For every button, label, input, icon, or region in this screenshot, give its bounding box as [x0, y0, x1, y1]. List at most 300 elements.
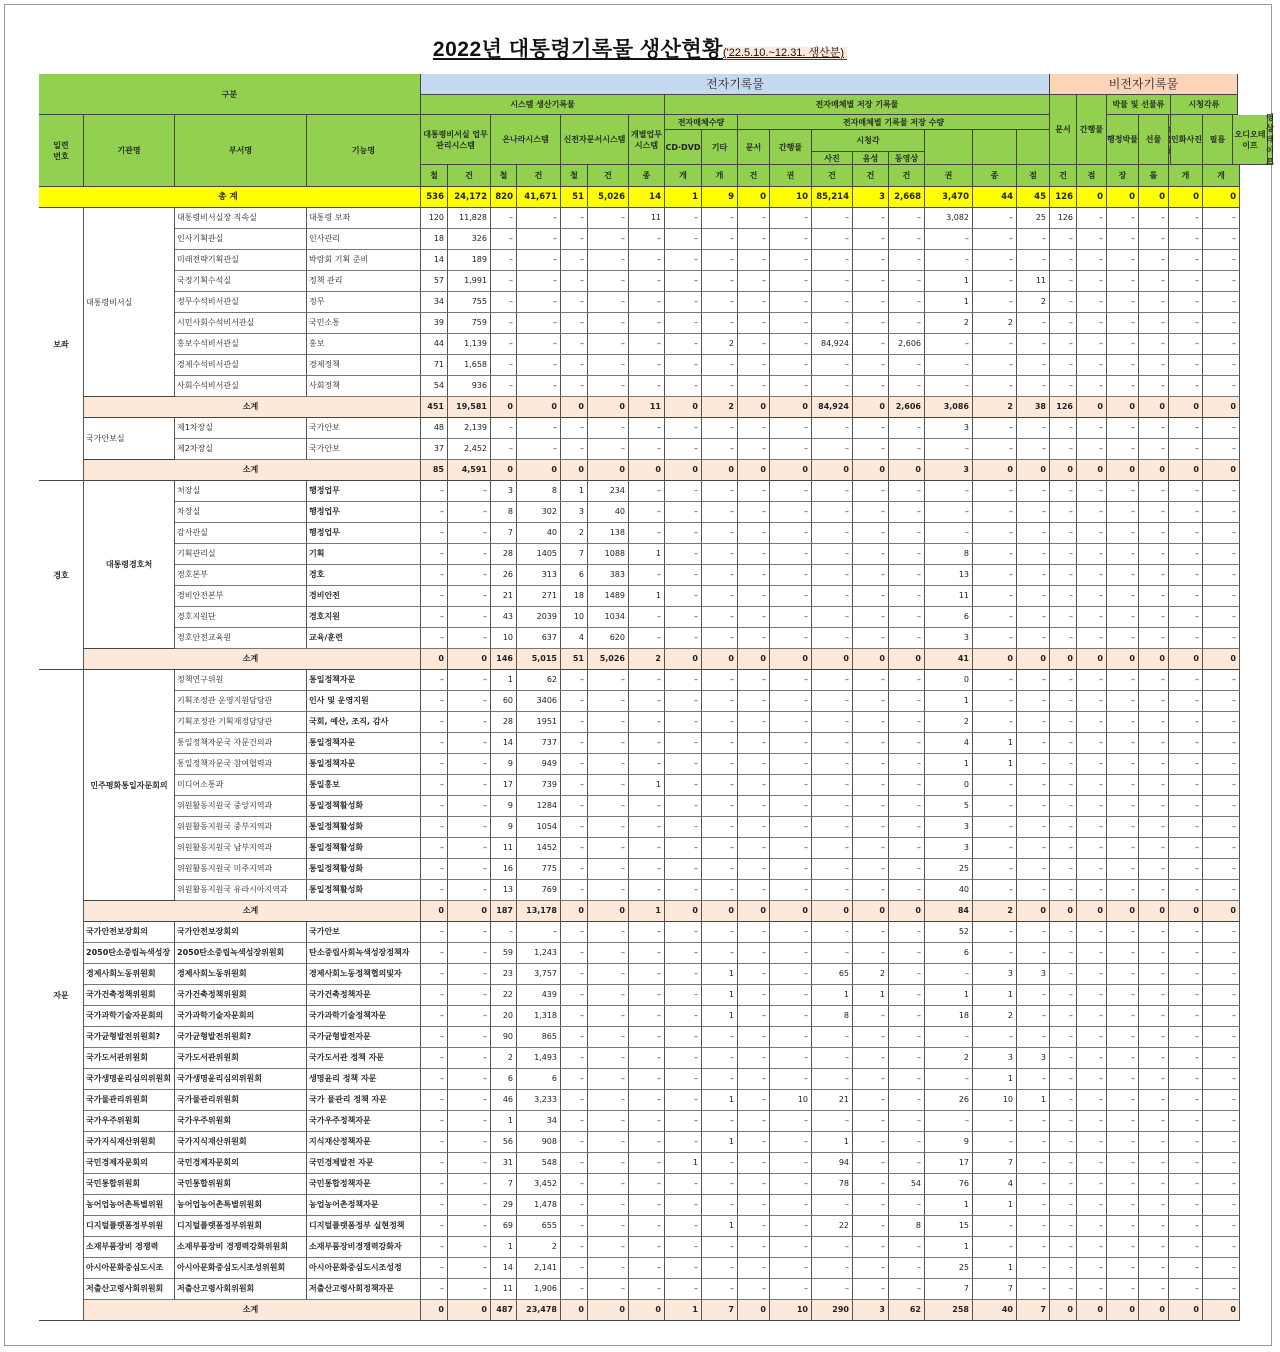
data-row-value: – [812, 1027, 853, 1048]
subtotal-row-value: 11 [629, 397, 665, 418]
header-col-nonelec-doc: 문서 [1050, 95, 1077, 165]
data-row-value: – [1203, 775, 1240, 796]
subtotal-row-value: 0 [1203, 397, 1240, 418]
data-row-value: 3,757 [517, 964, 561, 985]
data-row-value: – [853, 1237, 889, 1258]
data-row-value: – [421, 733, 448, 754]
data-row-value: – [770, 1048, 812, 1069]
function-cell: 디지털플랫폼정부 실현정책 [307, 1216, 421, 1237]
data-row-value: – [770, 1174, 812, 1195]
subtotal-row-value: 0 [561, 901, 588, 922]
data-row-value: – [1107, 985, 1139, 1006]
data-row-value: – [1077, 418, 1107, 439]
data-row-value: – [1139, 1048, 1169, 1069]
data-row-value: 1 [812, 985, 853, 1006]
data-row-value: – [889, 607, 925, 628]
data-row-value: – [1077, 292, 1107, 313]
data-row-value: – [1050, 1069, 1077, 1090]
data-row-value: – [770, 1258, 812, 1279]
data-row-value: – [421, 1027, 448, 1048]
data-row-value: – [421, 712, 448, 733]
subtotal-row-value: 0 [1203, 901, 1240, 922]
data-row-value: – [491, 376, 517, 397]
data-row-value: – [1139, 418, 1169, 439]
subtotal-row-value: 0 [1139, 649, 1169, 670]
subtotal-row-value: 2 [973, 901, 1017, 922]
data-row-value: – [853, 859, 889, 880]
data-row-value: – [973, 880, 1017, 901]
data-row-value: – [1139, 1090, 1169, 1111]
subtotal-row-value: 0 [1017, 901, 1050, 922]
data-row-value: – [1107, 229, 1139, 250]
data-row-value: – [1050, 880, 1077, 901]
data-row-value: – [561, 817, 588, 838]
data-row-value: – [1203, 943, 1240, 964]
data-row-value: 62 [517, 670, 561, 691]
data-row-value: – [629, 838, 665, 859]
data-row-value: – [1203, 355, 1240, 376]
data-row-value: – [1077, 796, 1107, 817]
data-row-value: – [448, 586, 491, 607]
data-row-value: – [889, 271, 925, 292]
data-row-value: – [812, 565, 853, 586]
data-row-value: – [1077, 1279, 1107, 1300]
data-row-value: – [491, 208, 517, 229]
data-row-value: – [1077, 964, 1107, 985]
data-row-value: – [665, 334, 702, 355]
data-row-value: – [561, 754, 588, 775]
total-row-value: 0 [738, 187, 770, 208]
data-row-value: – [925, 1069, 973, 1090]
data-row-value: – [448, 817, 491, 838]
group-cell: 보좌 [39, 208, 84, 481]
data-row-value: – [925, 334, 973, 355]
data-row-value: – [665, 964, 702, 985]
data-row-value: – [812, 1069, 853, 1090]
data-row-value: – [973, 838, 1017, 859]
data-row-value: – [1139, 1132, 1169, 1153]
data-row-value: – [1139, 1216, 1169, 1237]
total-row-value: 536 [421, 187, 448, 208]
data-row-value: – [770, 208, 812, 229]
data-row-value: – [973, 712, 1017, 733]
subtotal-label: 소계 [84, 397, 421, 418]
data-row-value: – [702, 712, 738, 733]
data-row-value: – [517, 250, 561, 271]
data-row-value: – [1050, 775, 1077, 796]
data-row-value: 0 [925, 775, 973, 796]
subtotal-row-value: 1 [629, 901, 665, 922]
data-row-value: – [1169, 1216, 1203, 1237]
data-row-value: – [1077, 271, 1107, 292]
data-row-value: 18 [421, 229, 448, 250]
header-col-media-doc: 문서 [738, 130, 770, 165]
data-row-value: 1 [925, 691, 973, 712]
function-cell: 정책 관리 [307, 271, 421, 292]
data-row-value: – [1169, 1174, 1203, 1195]
data-row-value: – [738, 355, 770, 376]
data-row-value: – [738, 334, 770, 355]
org-cell: 민주평화통일자문회의 [84, 670, 175, 901]
header-col-new-edoc: 신전자문서시스템 [561, 115, 629, 165]
data-row-value: – [1203, 586, 1240, 607]
data-row-value: 37 [421, 439, 448, 460]
data-row-value: – [588, 355, 629, 376]
data-row-value: – [561, 1069, 588, 1090]
data-row-value: – [1050, 1258, 1077, 1279]
data-row-value: – [588, 1048, 629, 1069]
data-row-value: – [588, 733, 629, 754]
header-unit: 권 [770, 165, 812, 187]
data-row-value: – [1169, 439, 1203, 460]
data-row-value: – [973, 922, 1017, 943]
data-row-value: – [702, 418, 738, 439]
data-row-value: – [629, 880, 665, 901]
subtotal-row-value: 0 [1169, 397, 1203, 418]
data-row-value: 1 [702, 1006, 738, 1027]
data-row-value: – [1203, 607, 1240, 628]
data-row-value: – [665, 607, 702, 628]
data-row-value: – [1139, 250, 1169, 271]
function-cell: 국회, 예산, 조직, 감사 [307, 712, 421, 733]
subtotal-row-value: 0 [588, 1300, 629, 1321]
data-row-value: – [973, 229, 1017, 250]
data-row-value: – [1050, 313, 1077, 334]
data-row-value: 40 [588, 502, 629, 523]
data-row-value: – [889, 586, 925, 607]
data-row-value: – [973, 1111, 1017, 1132]
data-row-value: – [1077, 334, 1107, 355]
header-col-video: 동영상 [889, 152, 925, 165]
data-row-value: – [665, 565, 702, 586]
data-row-value: – [665, 943, 702, 964]
function-cell: 경호 [307, 565, 421, 586]
data-row-value: 383 [588, 565, 629, 586]
data-row-value: – [853, 586, 889, 607]
data-row-value: – [812, 775, 853, 796]
data-row-value: 10 [973, 1090, 1017, 1111]
data-row-value: – [1139, 292, 1169, 313]
data-row-value: – [1107, 1069, 1139, 1090]
data-row-value: – [665, 1195, 702, 1216]
subtotal-row-value: 187 [491, 901, 517, 922]
data-row-value: – [448, 544, 491, 565]
data-row-value: – [1077, 481, 1107, 502]
function-cell: 국민소통 [307, 313, 421, 334]
data-row-value: – [770, 1195, 812, 1216]
data-row-value: – [1017, 1153, 1050, 1174]
data-row-value: – [770, 607, 812, 628]
data-row-value: – [853, 1027, 889, 1048]
subtotal-row-value: 0 [738, 397, 770, 418]
data-row-value: – [770, 376, 812, 397]
data-row-value: – [1139, 607, 1169, 628]
data-row-value: – [770, 1237, 812, 1258]
data-row-value: 6 [517, 1069, 561, 1090]
data-row-value: – [517, 355, 561, 376]
data-row-value: – [1050, 229, 1077, 250]
data-row-value: – [588, 271, 629, 292]
header-unit: 개 [1203, 165, 1240, 187]
data-row-value: – [1050, 1048, 1077, 1069]
data-row-value: – [1077, 313, 1107, 334]
data-row-value: – [1017, 817, 1050, 838]
data-row-value: – [588, 1027, 629, 1048]
data-row-value: – [1139, 481, 1169, 502]
dept-cell: 국가우주위원회 [175, 1111, 307, 1132]
data-row-value: 4 [561, 628, 588, 649]
data-row-value: – [1139, 208, 1169, 229]
data-row-value: – [491, 418, 517, 439]
data-row-value: – [889, 208, 925, 229]
data-row-value: – [665, 1048, 702, 1069]
org-cell: 대통령경호처 [84, 481, 175, 649]
data-row-value: – [853, 481, 889, 502]
data-row-value: 4 [973, 1174, 1017, 1195]
total-row-value: 45 [1017, 187, 1050, 208]
data-row-value: – [421, 1006, 448, 1027]
data-row-value: – [1077, 523, 1107, 544]
data-row-value: – [853, 1048, 889, 1069]
data-row-value: – [1203, 754, 1240, 775]
data-row-value: – [702, 355, 738, 376]
data-row-value: – [561, 1153, 588, 1174]
data-row-value: – [629, 712, 665, 733]
total-row-value: 126 [1050, 187, 1077, 208]
data-row-value: 1 [973, 733, 1017, 754]
data-row-value: – [629, 250, 665, 271]
subtotal-row-value: 0 [517, 460, 561, 481]
data-row-value: – [665, 1174, 702, 1195]
data-row-value: – [448, 754, 491, 775]
data-row-value: – [925, 355, 973, 376]
data-row-value: 908 [517, 1132, 561, 1153]
data-row-value: – [665, 922, 702, 943]
data-row-value: – [1050, 628, 1077, 649]
function-cell: 통일정책활성화 [307, 880, 421, 901]
header-col-media-pub: 간행물 [770, 130, 812, 165]
data-row-value: – [665, 1111, 702, 1132]
data-row-value: – [889, 1111, 925, 1132]
data-row-value: – [1077, 376, 1107, 397]
subtotal-row-value: 0 [812, 649, 853, 670]
data-row-value: – [588, 670, 629, 691]
subtotal-row-value: 0 [738, 460, 770, 481]
function-cell: 인사관리 [307, 229, 421, 250]
data-row-value: – [1107, 1258, 1139, 1279]
data-row-value: – [588, 1132, 629, 1153]
data-row-value: – [853, 691, 889, 712]
dept-cell: 국민경제자문회의 [175, 1153, 307, 1174]
data-row-value: 1,493 [517, 1048, 561, 1069]
data-row-value: – [1017, 229, 1050, 250]
data-row-value: – [1139, 229, 1169, 250]
data-row-value: – [738, 712, 770, 733]
dept-cell: 미래전략기획관실 [175, 250, 307, 271]
data-row-value: – [1050, 502, 1077, 523]
data-row-value: – [812, 544, 853, 565]
data-row-value: 3 [1017, 964, 1050, 985]
data-row-value: – [588, 796, 629, 817]
data-row-value: – [853, 1174, 889, 1195]
subtotal-row-value: 0 [1077, 460, 1107, 481]
data-row-value: – [561, 712, 588, 733]
data-row-value: – [889, 481, 925, 502]
data-row-value: – [973, 439, 1017, 460]
header-av-sub: 시청각 [812, 130, 925, 152]
data-row-value: – [665, 1132, 702, 1153]
subtotal-row-value: 0 [973, 460, 1017, 481]
data-row-value: – [448, 691, 491, 712]
data-row-value: – [812, 208, 853, 229]
dept-cell: 아시아문화중심도시조성위원회 [175, 1258, 307, 1279]
data-row-value: – [588, 691, 629, 712]
data-row-value: – [561, 1027, 588, 1048]
data-row-value: – [1139, 985, 1169, 1006]
data-row-value: 2 [925, 313, 973, 334]
function-cell: 정무 [307, 292, 421, 313]
data-row-value: – [665, 1027, 702, 1048]
group-cell: 경호 [39, 481, 84, 670]
org-cell: 소재부품장비 경쟁력 [84, 1237, 175, 1258]
total-row-value: 3,470 [925, 187, 973, 208]
data-row-value: – [853, 607, 889, 628]
data-row-value: – [770, 1132, 812, 1153]
data-row-value: – [1107, 1237, 1139, 1258]
subtotal-row-value: 7 [1017, 1300, 1050, 1321]
org-cell: 국가과학기술자문회의 [84, 1006, 175, 1027]
data-row-value: – [448, 1090, 491, 1111]
data-row-value: – [1139, 712, 1169, 733]
data-row-value: – [629, 1027, 665, 1048]
data-row-value: – [1050, 838, 1077, 859]
data-row-value: – [973, 628, 1017, 649]
subtotal-row-value: 5,026 [588, 649, 629, 670]
data-row-value: – [1203, 817, 1240, 838]
data-row-value: – [738, 1258, 770, 1279]
data-row-value: – [889, 859, 925, 880]
data-row-value: – [1077, 1069, 1107, 1090]
dept-cell: 저출산고령사회위원회 [175, 1279, 307, 1300]
data-row-value: – [853, 1069, 889, 1090]
data-row-value: – [738, 775, 770, 796]
data-row-value: – [588, 292, 629, 313]
data-row-value: – [448, 670, 491, 691]
data-row-value: – [1050, 1006, 1077, 1027]
function-cell: 경제사회노동정책협의및자 [307, 964, 421, 985]
data-row-value: – [738, 1153, 770, 1174]
data-row-value: – [1017, 523, 1050, 544]
data-row-value: – [973, 418, 1017, 439]
data-row-value: 126 [1050, 208, 1077, 229]
header-media-qty: 전자매체별 기록물 저장 수량 [738, 115, 1050, 130]
data-row-value: – [1139, 355, 1169, 376]
data-row-value: 1 [973, 1195, 1017, 1216]
data-row-value: – [1107, 796, 1139, 817]
header-col-media-extra [1017, 130, 1050, 165]
data-row-value: – [770, 943, 812, 964]
data-row-value: – [702, 943, 738, 964]
data-row-value: 1,658 [448, 355, 491, 376]
data-row-value: – [588, 1237, 629, 1258]
header-col-film: 필름 [1203, 115, 1233, 165]
data-row-value: – [770, 964, 812, 985]
data-row-value: – [1050, 271, 1077, 292]
data-row-value: – [702, 544, 738, 565]
dept-cell: 경제사회노동위원회 [175, 964, 307, 985]
data-row-value: – [1139, 1279, 1169, 1300]
subtotal-row-value: 0 [561, 1300, 588, 1321]
data-row-value: – [770, 712, 812, 733]
data-row-value: – [1107, 943, 1139, 964]
data-row-value: – [1050, 439, 1077, 460]
data-row-value: – [925, 481, 973, 502]
subtotal-row-value: 0 [1050, 1300, 1077, 1321]
data-row-value: – [889, 880, 925, 901]
data-row-value: – [1107, 628, 1139, 649]
dept-cell: 대통령비서실장 직속실 [175, 208, 307, 229]
org-cell: 국가물관리위원회 [84, 1090, 175, 1111]
header-col-pmo-system: 대통령비서실 업무관리시스템 [421, 115, 491, 165]
data-row-value: 29 [491, 1195, 517, 1216]
data-row-value: – [770, 481, 812, 502]
header-media-count: 전자매체수량 [665, 115, 738, 130]
data-row-value: – [1139, 586, 1169, 607]
subtotal-row-value: 0 [491, 397, 517, 418]
data-row-value: 54 [421, 376, 448, 397]
data-row-value: – [561, 796, 588, 817]
subtotal-label: 소계 [84, 460, 421, 481]
data-row-value: – [770, 1279, 812, 1300]
subtotal-row-value: 62 [889, 1300, 925, 1321]
total-row-value: 14 [629, 187, 665, 208]
org-cell: 국가균형발전위원회? [84, 1027, 175, 1048]
subtotal-row-value: 2,606 [889, 397, 925, 418]
data-row-value: – [1077, 670, 1107, 691]
data-row-value: – [1107, 817, 1139, 838]
function-cell: 소재부품장비경쟁력강화자 [307, 1237, 421, 1258]
data-row-value: – [1169, 523, 1203, 544]
data-row-value: – [1107, 292, 1139, 313]
data-row-value: – [1107, 418, 1139, 439]
data-row-value: – [665, 1279, 702, 1300]
data-row-value: – [1169, 964, 1203, 985]
data-row-value: – [517, 229, 561, 250]
data-row-value: 59 [491, 943, 517, 964]
subtotal-row-value: 0 [1139, 901, 1169, 922]
data-row-value: – [1017, 502, 1050, 523]
data-row-value: – [1077, 754, 1107, 775]
data-row-value: 8 [517, 481, 561, 502]
data-row-value: – [561, 838, 588, 859]
data-row-value: – [1169, 313, 1203, 334]
subtotal-row-value: 0 [1203, 1300, 1240, 1321]
data-row-value: – [588, 712, 629, 733]
data-row-value: 326 [448, 229, 491, 250]
data-row-value: – [853, 1132, 889, 1153]
data-row-value: – [1050, 523, 1077, 544]
data-row-value: 1 [491, 1237, 517, 1258]
data-row-value: 71 [421, 355, 448, 376]
data-row-value: – [1050, 544, 1077, 565]
data-row-value: – [770, 229, 812, 250]
subtotal-row-value: 0 [1017, 649, 1050, 670]
data-row-value: 25 [925, 859, 973, 880]
data-row-value: – [629, 1090, 665, 1111]
data-row-value: 16 [491, 859, 517, 880]
data-row-value: – [702, 1279, 738, 1300]
data-row-value: – [1107, 922, 1139, 943]
